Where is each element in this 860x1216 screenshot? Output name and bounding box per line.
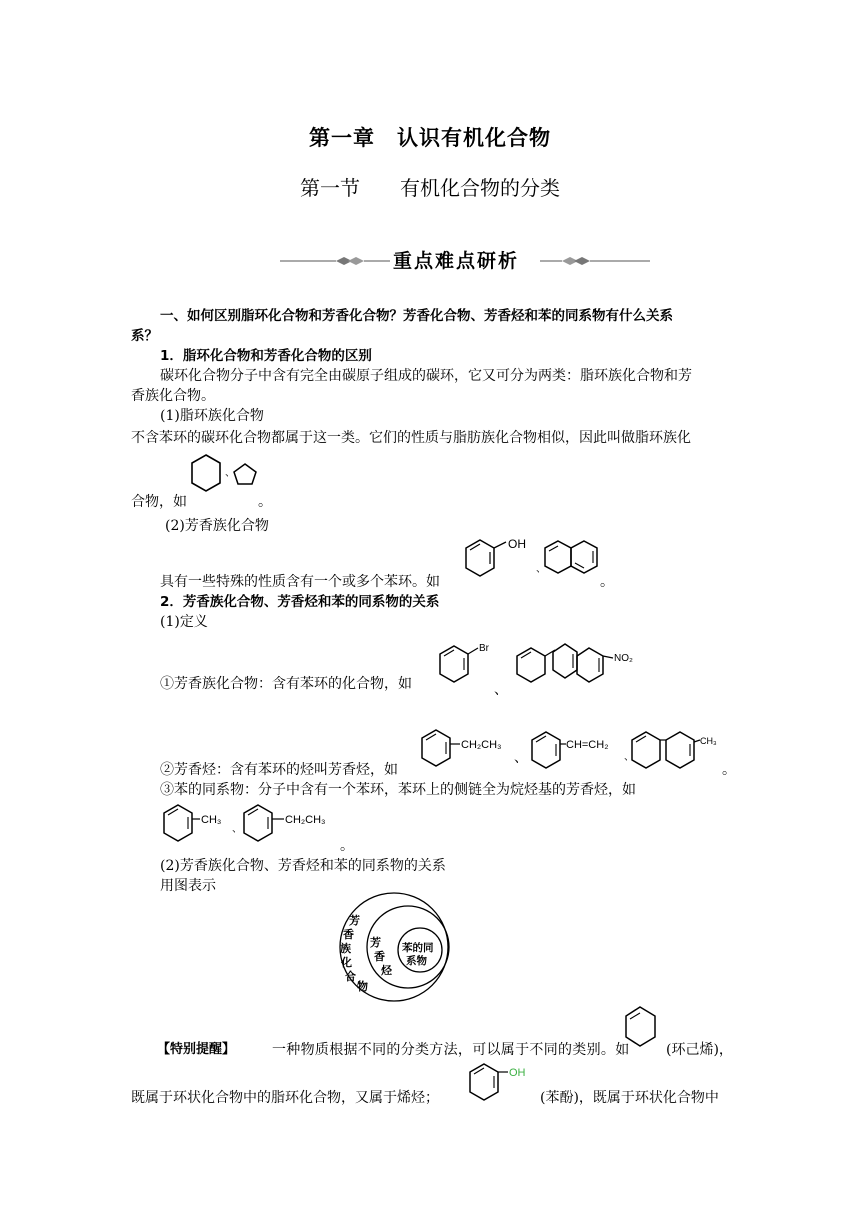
- outer-label-1: 芳: [349, 914, 360, 927]
- outer-label-6: 物: [357, 980, 368, 993]
- paragraph-3: 具有一些特殊的性质含有一个或多个苯环。如: [160, 574, 440, 590]
- outer-label-2: 香: [343, 928, 354, 941]
- ch3-label: CH₃: [201, 814, 222, 826]
- heading-2: 2．芳香族化合物、芳香烃和苯的同系物的关系: [160, 594, 440, 610]
- separator: 、: [624, 752, 634, 763]
- methylbiphenyl-structure: [630, 728, 725, 770]
- separator: 、: [494, 682, 508, 698]
- paragraph-1-line-1: 碳环化合物分子中含有完全由碳原子组成的碳环，它又可分为两类：脂环族化合物和芳: [160, 368, 692, 384]
- diagram-intro: 用图表示: [160, 878, 216, 894]
- period: 。: [258, 494, 272, 510]
- styrene-structure: [530, 728, 625, 770]
- phenol-structure-2: [468, 1062, 532, 1104]
- paragraph-2-line-1: 不含苯环的碳环化合物都属于这一类。它们的性质与脂肪族化合物相似，因此叫做脂环族化: [131, 430, 691, 446]
- question-line-1: 一、如何区别脂环化合物和芳香化合物？芳香化合物、芳香烃和苯的同系物有什么关系: [160, 308, 673, 324]
- chapter-title: 第一章 认识有机化合物: [309, 126, 551, 150]
- oh-label: OH: [509, 1067, 526, 1079]
- outer-label-3: 族: [340, 942, 351, 955]
- definition-2: ②芳香烃：含有苯环的烃叫芳香烃，如: [160, 762, 398, 778]
- definition-3: ③苯的同系物：分子中含有一个苯环，苯环上的侧链全为烷烃基的芳香烃，如: [160, 782, 636, 798]
- relation-heading: (2)芳香族化合物、芳香烃和苯的同系物的关系: [160, 858, 446, 874]
- middle-label-1: 芳: [370, 936, 381, 949]
- ch3-label: CH₃: [700, 736, 717, 746]
- ethylbenzene-structure-2: [242, 803, 342, 843]
- chch2-label: CH=CH₂: [566, 739, 609, 751]
- paragraph-1-line-2: 香族化合物。: [131, 388, 215, 404]
- middle-label-3: 烃: [381, 964, 392, 977]
- inner-label-2: 系物: [406, 955, 427, 967]
- tip-text: 一种物质根据不同的分类方法，可以属于不同的类别。如: [272, 1042, 630, 1058]
- ch2ch3-label: CH₂CH₃: [285, 814, 326, 826]
- banner-rule-left: [280, 256, 390, 266]
- cyclopentane-structure: [232, 462, 258, 486]
- tip-label: 【特别提醒】: [157, 1042, 236, 1057]
- ch2ch3-label: CH₂CH₃: [461, 739, 502, 751]
- phenol-note: (苯酚)，既属于环状化合物中: [540, 1090, 719, 1106]
- nitrobiphenyl-structure: [515, 640, 645, 688]
- separator: 、: [225, 468, 235, 479]
- period: 。: [722, 762, 736, 778]
- phenol-structure: [464, 538, 534, 580]
- cyclohexane-structure: [190, 453, 222, 493]
- paragraph-2-prefix: 合物，如: [131, 494, 187, 510]
- bromobenzene-structure: [438, 640, 494, 686]
- tip-line-2: 既属于环状化合物中的脂环化合物，又属于烯烃；: [131, 1090, 439, 1106]
- outer-label-4: 化: [341, 956, 352, 969]
- period: 。: [600, 574, 614, 590]
- cyclohexene-note: (环己烯)，: [666, 1042, 733, 1058]
- inner-label-1: 苯的同: [402, 942, 434, 954]
- middle-label-2: 香: [374, 950, 385, 963]
- question-line-2: 系？: [131, 328, 158, 344]
- subheading-aromatic: (2)芳香族化合物: [165, 518, 269, 534]
- definition-1: ①芳香族化合物：含有苯环的化合物，如: [160, 676, 412, 692]
- outer-label-5: 合: [345, 970, 356, 983]
- heading-1: 1．脂环化合物和芳香化合物的区别: [160, 348, 372, 364]
- oh-label: OH: [508, 537, 526, 551]
- period: 。: [340, 838, 354, 854]
- naphthalene-structure: [544, 538, 600, 580]
- definition-heading: (1)定义: [160, 614, 208, 630]
- ethylbenzene-structure: [420, 728, 515, 770]
- br-label: Br: [479, 643, 489, 654]
- separator: 、: [514, 750, 528, 766]
- banner-rule-right: [540, 256, 650, 266]
- separator: 、: [536, 564, 546, 575]
- section-title: 第一节 有机化合物的分类: [300, 176, 560, 200]
- toluene-structure: [162, 803, 232, 843]
- subheading-alicyclic: (1)脂环族化合物: [160, 408, 264, 424]
- no2-label: NO₂: [614, 653, 633, 664]
- separator: 、: [232, 824, 242, 835]
- banner-title: 重点难点研析: [393, 250, 520, 272]
